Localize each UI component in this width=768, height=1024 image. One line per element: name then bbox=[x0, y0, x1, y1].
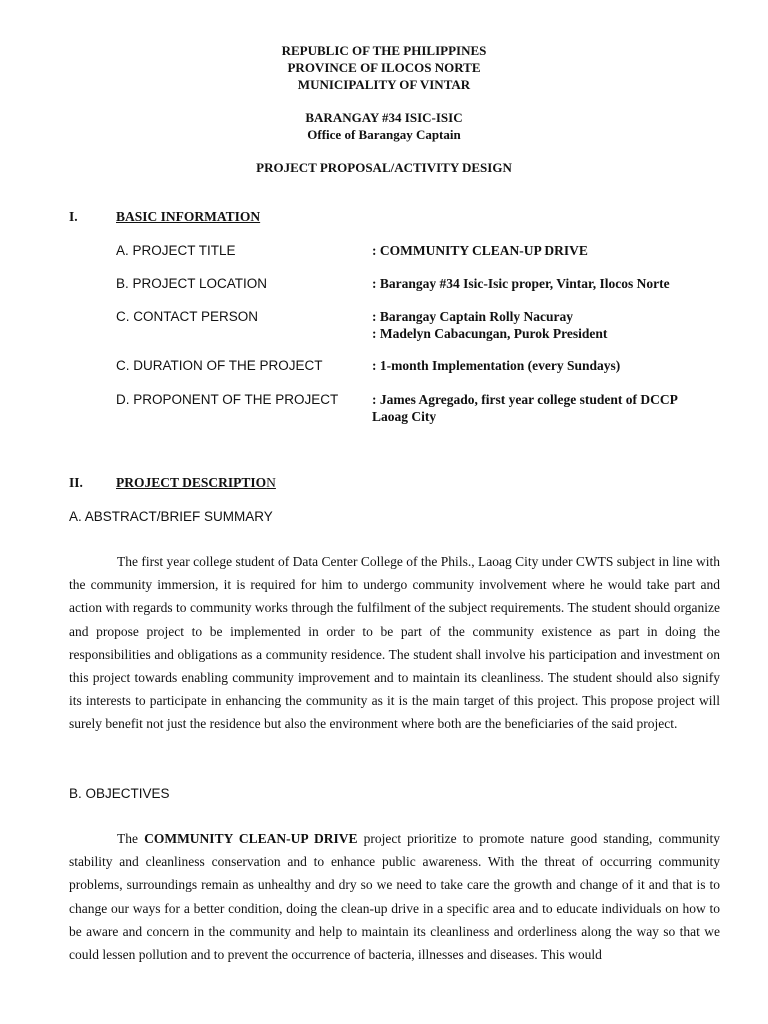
section-2-title bbox=[116, 475, 276, 491]
info-value-proponent-1: : James Agregado, first year college student of DCCP bbox=[372, 392, 678, 407]
info-label-contact-person: C. CONTACT PERSON bbox=[116, 309, 259, 324]
info-value-contact-person-2: : Madelyn Cabacungan, Purok President bbox=[372, 326, 608, 341]
objectives-text-post: project prioritize to promote nature good standing, community stability and cleanliness conservation and to enhance public awareness. With the threat of occurring community problems, surroundings remain as unhealthy and dry so we need to take care the growth and change of it and that is to change our ways for a better condition, doing the clean-up drive in a specific area and to educate individuals on how to be aware and concern in the community and help to maintain its cleanliness and orderliness along the way so that we could lessen pollution and to prevent the occurrence of bacteria, illnesses and diseases. This would bbox=[69, 831, 720, 963]
section-2-title-end: N bbox=[266, 475, 276, 490]
section-1-title: BASIC INFORMATION bbox=[116, 209, 261, 224]
info-label-duration: C. DURATION OF THE PROJECT bbox=[116, 358, 323, 373]
document-title: PROJECT PROPOSAL/ACTIVITY DESIGN bbox=[256, 160, 512, 175]
header-office: Office of Barangay Captain bbox=[307, 127, 461, 142]
header-barangay: BARANGAY #34 ISIC-ISIC bbox=[305, 110, 463, 125]
abstract-heading: A. ABSTRACT/BRIEF SUMMARY bbox=[69, 509, 273, 524]
info-value-duration: : 1-month Implementation (every Sundays) bbox=[372, 358, 621, 373]
section-2-title-main: PROJECT DESCRIPTIO bbox=[116, 475, 267, 490]
header-province: PROVINCE OF ILOCOS NORTE bbox=[287, 60, 481, 75]
info-value-proponent-2: Laoag City bbox=[372, 409, 437, 424]
info-label-proponent: D. PROPONENT OF THE PROJECT bbox=[116, 392, 339, 407]
objectives-paragraph bbox=[69, 827, 720, 966]
section-2-number: II. bbox=[69, 475, 83, 490]
abstract-paragraph bbox=[69, 550, 720, 736]
objectives-heading: B. OBJECTIVES bbox=[69, 786, 170, 801]
info-label-project-location: B. PROJECT LOCATION bbox=[116, 276, 268, 291]
header-municipality: MUNICIPALITY OF VINTAR bbox=[297, 77, 471, 92]
header-republic: REPUBLIC OF THE PHILIPPINES bbox=[281, 43, 487, 58]
info-label-project-title: A. PROJECT TITLE bbox=[116, 243, 236, 258]
info-value-contact-person-1: : Barangay Captain Rolly Nacuray bbox=[372, 309, 574, 324]
info-value-project-location: : Barangay #34 Isic-Isic proper, Vintar, Ilocos Norte bbox=[372, 276, 670, 291]
section-1-number: I. bbox=[69, 209, 78, 224]
objectives-text-pre: The bbox=[117, 831, 145, 846]
abstract-text: The first year college student of Data Center College of the Phils., Laoag City under CWTS subject in line with the community immersion, it is required for him to undergo community involvement where he would take part and action with regards to community works through the fulfilment of the subject requirements. The student should organize and propose project to be implemented in order to be part of the community existence as part in doing the responsibilities and obligations as a community residence. The student shall involve his participation and investment on this project towards enabling community improvement and to maintain its cleanliness. The student should also signify its interests to participate in enhancing the community as it is the main target of this project. This propose project will surely benefit not just the residence but also the environment where both are the beneficiaries of the said project. bbox=[69, 554, 720, 732]
objectives-project-name: COMMUNITY CLEAN-UP DRIVE bbox=[144, 831, 358, 846]
info-value-project-title: : COMMUNITY CLEAN-UP DRIVE bbox=[372, 243, 588, 258]
